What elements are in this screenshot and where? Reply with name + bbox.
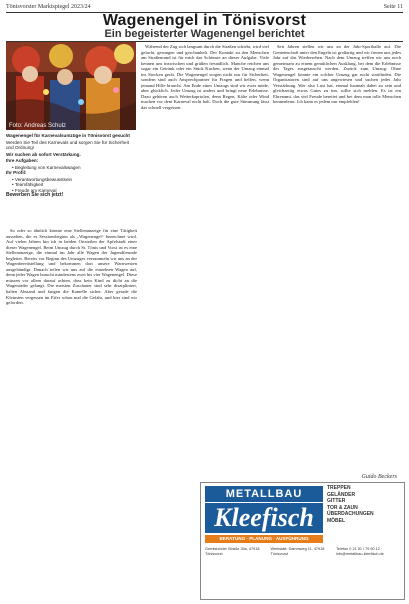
metallbau-advertisement: [200, 482, 405, 600]
task-item: • Begleitung von Karnevalswagen: [12, 165, 137, 171]
ad-service: GELÄNDER: [327, 491, 356, 498]
profile-list: [6, 177, 137, 194]
ad-address-1: Gerritsheider Straße 33a, 47918 Tönisvorst: [205, 547, 260, 556]
box-offer: Wir suchen ab sofort Verstärkung.: [6, 151, 81, 157]
profile-item: • Teamfähigkeit: [12, 182, 137, 188]
article-column-1: [6, 228, 137, 598]
photo-credit: Foto: Andreas Schulz: [9, 123, 67, 129]
ad-services: [327, 485, 399, 525]
ad-address-row: [205, 547, 400, 557]
tasks-heading: Ihre Aufgaben:: [6, 158, 39, 164]
article-title: Wagenengel in Tönisvorst: [102, 12, 307, 29]
ad-service: TREPPEN: [327, 485, 351, 491]
profile-heading: Ihr Profil:: [6, 170, 27, 176]
box-intro: Werden Sie Teil des Karnevals und sorgen Sie für Sicherheit und Ordnung!: [6, 139, 129, 151]
ad-service: TOR & ZAUN: [327, 504, 358, 511]
column-text: So oder so ähnlich könnte eine Stellenanzeige für eine Tätigkeit aussehen, die es Sessionsbeginn als „Wagenengel“ bezeichnet wird. Auf vielen Jahren bin ich in beiden Ortsteilen der Apfelstadt einer dieser Wagenengel. Beim Umzug durch St. Tönis und Vorst ist es eine Stellenanzeige, die einmal im Jahr alle Wagen der Jugendfreunde begleitet. Bereits vor Beginn des Umzuges versammeln wir uns an der Wagenbereitstellung und bekommen dort unsere Warnwesten ausgehändigt. Danach teilen wir uns auf die einzelnen Wagen auf, denn jeder Wagen braucht mindestens zwei bis vier Wagenengel. Diese müssen vor allem darauf achten, dass kein Kind zu dicht an die Wagenräder gelangt. Die meisten Zuschauer sind sehr diszipliniert, halten Abstand und fangen die Kamelle sicher. Aber gerade die Kleinsten vergessen im Eifer schon mal die Gefahr, und hier sind wir gefordert.: [6, 228, 137, 306]
profile-item: • Freude am Karneval: [12, 188, 137, 194]
ad-address-2: Werkstatt: Dammweg 11, 47918 Tönisvorst: [270, 547, 325, 556]
ad-service: GITTER: [327, 498, 346, 505]
author-signature: Guido Beckers: [361, 474, 397, 480]
carnival-photo-image: [6, 42, 136, 130]
profile-item: • Verantwortungsbewusstsein: [12, 177, 137, 183]
ad-tagline: BERATUNG · PLANUNG · AUSFÜHRUNG: [205, 535, 323, 543]
box-heading: Wagenengel für Karnevalsumzüge in Tönisvorst gesucht: [6, 133, 130, 138]
job-ad-box: [6, 133, 137, 226]
column-text: Während der Zug sich langsam durch die Straßen schiebt, wird viel gelacht, gesungen und geschunkelt. Der Kontakt zu den Menschen am Straßenrand ist für mich das Schönste an dieser Aufgabe. Viele kennen uns inzwischen und grüßen freundlich. Manche reichen uns sogar ein Getränk oder ein Stück Kuchen, wenn der Umzug einmal ins Stocken gerät. Die Wagenengel sorgen nicht nur für Sicherheit, sondern sind auch Ansprechpartner für Fragen und helfen, wenn jemand Hilfe braucht. Am Ende eines Umzugs sind wir zwar müde, aber glücklich. Jeder Umzug ist anders und bringt neue Erlebnisse. Dazu gehören auch Wetterkapriolen, denn Regen, Kälte oder Wind machen vor dem Karneval nicht halt. Doch die gute Stimmung lässt das schnell vergessen.: [141, 44, 269, 111]
carnival-photo: [6, 42, 136, 130]
article-column-3: [273, 44, 401, 474]
page-number: Seite 11: [383, 4, 403, 10]
ad-contact: Telefon 0 21 51 / 79 90 12 · info@metallbau-kleefisch.de: [336, 547, 384, 556]
ad-brand-top: METALLBAU: [205, 486, 323, 502]
invite-text: Bewerben Sie sich jetzt!: [6, 192, 64, 199]
column-text: Seit Jahren stellen wir uns an der Jubi-Sporthalle auf. Die Gemeinschaft unter den Engeln ist großartig und wir freuen uns jedes Jahr auf das Wiedersehen. Nach dem Umzug treffen wir uns noch gemeinsam zu einem gemütlichen Ausklang, bei dem die Erlebnisse des Tages ausgetauscht werden. Zurück zum Umzug: Ohne Wagenengel könnte ein solcher Umzug gar nicht stattfinden. Die Organisatoren sind auf uns angewiesen und suchen jedes Jahr Verstärkung. Wer also Lust hat, einmal hautnah dabei zu sein und gleichzeitig etwas Gutes zu tun, sollte sich melden. Es ist ein Ehrenamt, das viel Freude bereitet und bei dem man tolle Menschen kennenlernt. Ich kann es jedem nur empfehlen!: [273, 44, 401, 105]
ad-service: ÜBERDACHUNGEN: [327, 511, 374, 518]
ad-brand-name: Kleefisch: [205, 503, 323, 533]
article-subtitle: Ein begeisterter Wagenengel berichtet: [104, 28, 305, 40]
ad-service: MÖBEL: [327, 517, 346, 524]
publication-name: Tönisvorster Marktspiegel 2023/24: [6, 4, 91, 10]
